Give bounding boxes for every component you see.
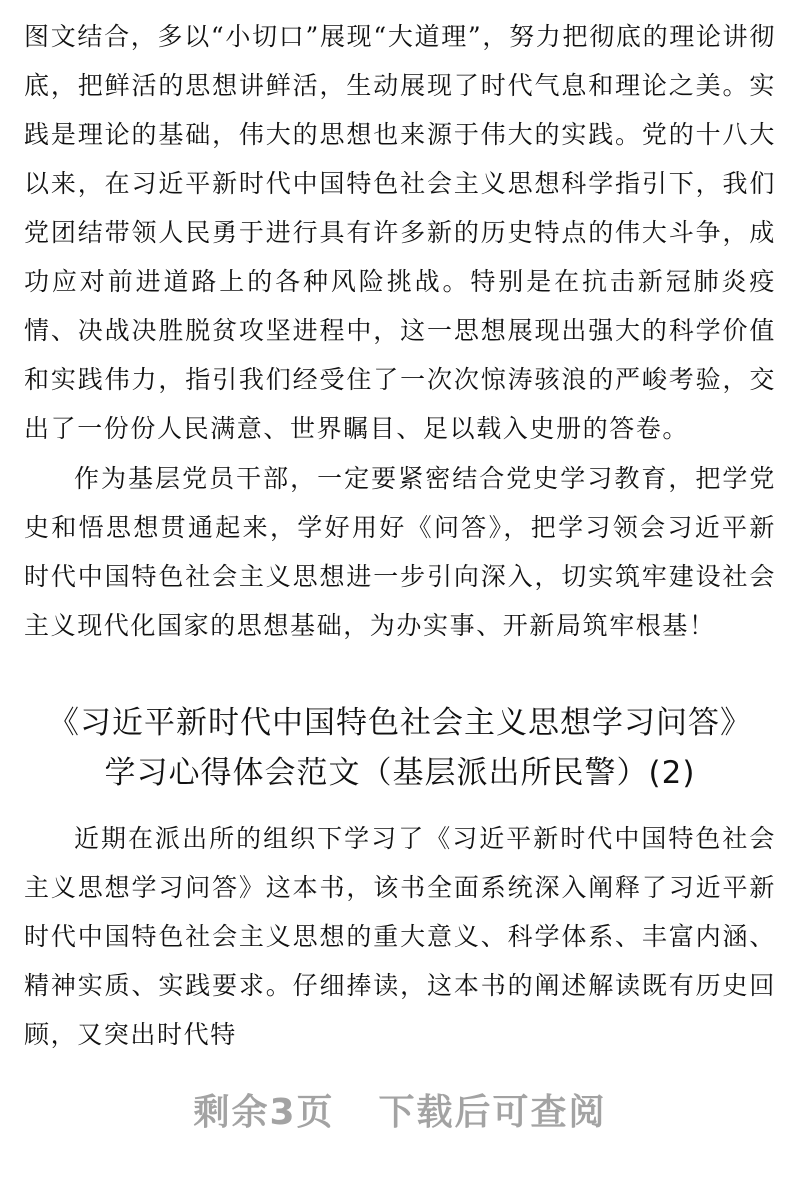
body-paragraph-2: 作为基层党员干部，一定要紧密结合党史学习教育，把学党史和悟思想贯通起来，学好用好《问答》，把学习领会习近平新时代中国特色社会主义思想进一步引向深入，切实筑牢建设社会主义现代化国家的思想基础，为办实事、开新局筑牢根基！ (24, 464, 776, 640)
remaining-pages-label: 剩余3页 (193, 1092, 335, 1133)
download-notice[interactable] (0, 1084, 800, 1135)
section-title-line-1: 《习近平新时代中国特色社会主义思想学习问答》 (48, 705, 752, 741)
section-title-line-2: 学习心得体会范文（基层派出所民警）(2) (104, 755, 696, 791)
body-paragraph-1: 图文结合，多以“小切口”展现“大道理”，努力把彻底的理论讲彻底，把鲜活的思想讲鲜活，生动展现了时代气息和理论之美。实践是理论的基础，伟大的思想也来源于伟大的实践。党的十八大以来，在习近平新时代中国特色社会主义思想科学指引下，我们党团结带领人民勇于进行具有许多新的历史特点的伟大斗争，成功应对前进道路上的各种风险挑战。特别是在抗击新冠肺炎疫情、决战决胜脱贫攻坚进程中，这一思想展现出强大的科学价值和实践伟力，指引我们经受住了一次次惊涛骇浪的严峻考验，交出了一份份人民满意、世界瞩目、足以载入史册的答卷。 (24, 22, 776, 443)
body-paragraph-3: 近期在派出所的组织下学习了《习近平新时代中国特色社会主义思想学习问答》这本书，该书全面系统深入阐释了习近平新时代中国特色社会主义思想的重大意义、科学体系、丰富内涵、精神实质、实践要求。仔细捧读，这本书的阐述解读既有历史回顾，又突出时代特 (24, 824, 776, 1049)
download-prompt-label: 下载后可查阅 (378, 1092, 607, 1133)
